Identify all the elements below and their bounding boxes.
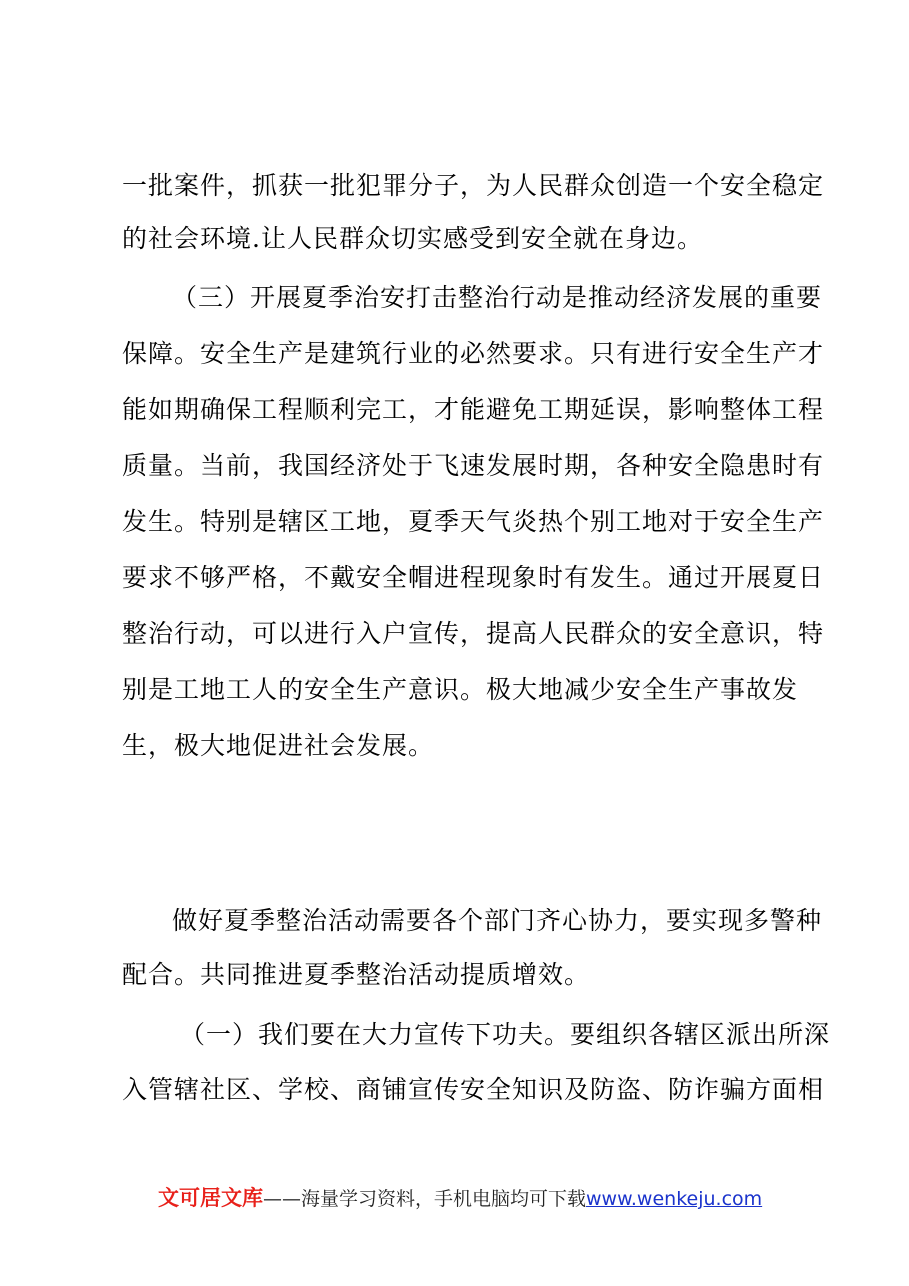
section-heading: [172, 788, 787, 824]
paragraph-line: 做好夏季整治活动需要各个部门齐心协力，要实现多警种: [172, 906, 823, 935]
paragraph-line: 能如期确保工程顺利完工，才能避免工期延误，影响整体工程: [122, 395, 825, 424]
paragraph-line: 别是工地工人的安全生产意识。极大地减少安全生产事故发: [122, 675, 799, 704]
paragraph-line: 入管辖社区、学校、商铺宣传安全知识及防盗、防诈骗方面相: [122, 1075, 825, 1104]
footer-url-link[interactable]: www.wenkeju.com: [586, 1188, 763, 1210]
paragraph-line: （三）开展夏季治安打击整治行动是推动经济发展的重要: [172, 283, 823, 312]
footer-tagline: 海量学习资料，手机电脑均可下载: [301, 1188, 587, 1210]
paragraph-line: 一批案件，抓获一批犯罪分子，为人民群众创造一个安全稳定: [122, 171, 825, 200]
paragraph-line: 质量。当前，我国经济处于飞速发展时期，各种安全隐患时有: [122, 451, 825, 480]
paragraph-line: 生，极大地促进社会发展。: [122, 731, 435, 760]
paragraph-line: 发生。特别是辖区工地，夏季天气炎热个别工地对于安全生产: [122, 507, 825, 536]
paragraph-line: 配合。共同推进夏季整治活动提质增效。: [122, 960, 591, 989]
paragraph-line: 的社会环境.让人民群众切实感受到安全就在身边。: [122, 224, 703, 253]
paragraph-line: （一）我们要在大力宣传下功夫。要组织各辖区派出所深: [180, 1020, 831, 1049]
paragraph-line: 整治行动，可以进行入户宣传，提高人民群众的安全意识，特: [122, 619, 825, 648]
footer-brand: 文可居文库: [158, 1186, 263, 1210]
paragraph-line: 保障。安全生产是建筑行业的必然要求。只有进行安全生产才: [122, 339, 825, 368]
paragraph-line: 要求不够严格，不戴安全帽进程现象时有发生。通过开展夏日: [122, 563, 825, 592]
footer-banner: [158, 1183, 762, 1213]
footer-dash: ——: [263, 1188, 301, 1210]
section-heading: [122, 844, 787, 880]
